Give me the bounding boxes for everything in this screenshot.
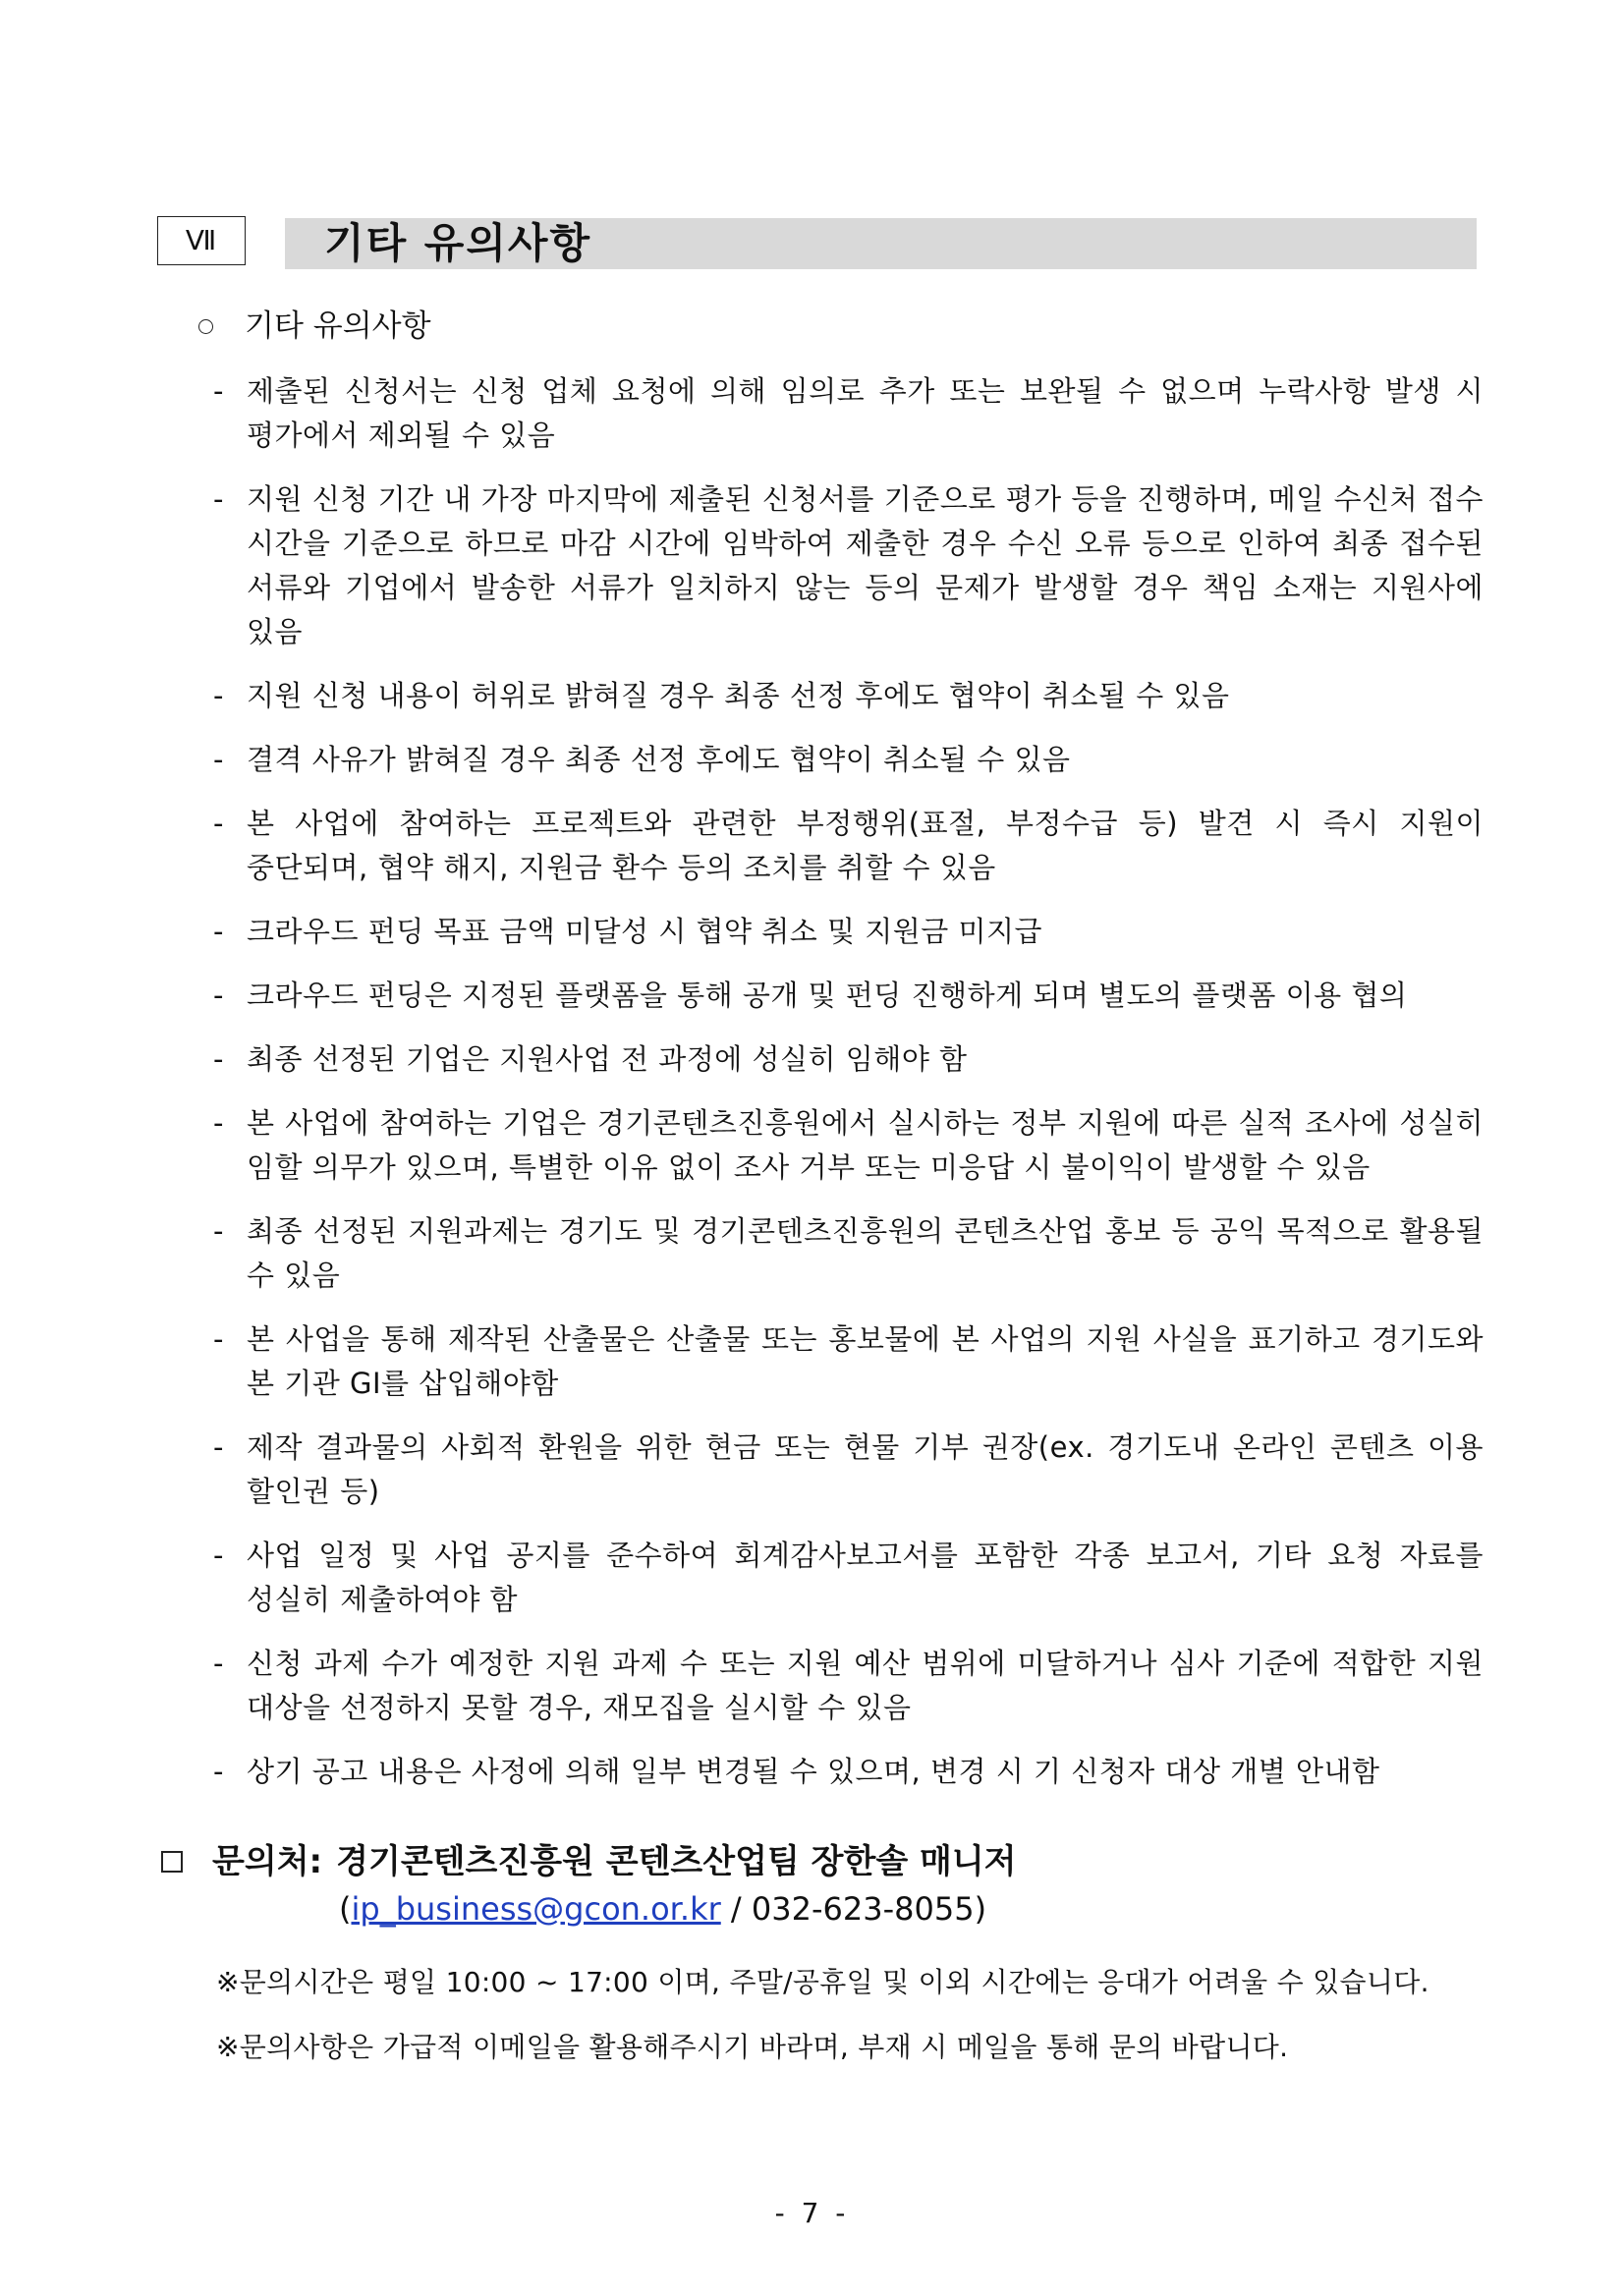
dash-bullet: - — [213, 1755, 224, 1788]
list-item-text: 본 사업에 참여하는 기업은 경기콘텐츠진흥원에서 실시하는 정부 지원에 따른 실적 조사에 성실히 임할 의무가 있으며, 특별한 이유 없이 조사 거부 또는 미응답 시 불이익이 발생할 수 있음 — [247, 1106, 1484, 1184]
contact-email-link[interactable]: ip_business@gcon.or.kr — [351, 1890, 721, 1928]
contact-line — [157, 1839, 1477, 1884]
contact-org: 경기콘텐츠진흥원 콘텐츠산업팀 장한솔 매니저 — [336, 1842, 1017, 1881]
page-number: - 7 - — [774, 2197, 850, 2229]
list-item — [211, 1750, 1484, 1794]
list-item — [211, 1101, 1484, 1190]
dash-bullet: - — [213, 1647, 224, 1680]
list-item — [211, 974, 1484, 1018]
list-item — [211, 1317, 1484, 1406]
list-item — [211, 477, 1484, 654]
dash-bullet: - — [213, 1430, 224, 1464]
paren-open: ( — [339, 1890, 352, 1928]
notes — [216, 1960, 1484, 2090]
list-item — [211, 1642, 1484, 1730]
list-item-text: 지원 신청 내용이 허위로 밝혀질 경우 최종 선정 후에도 협약이 취소될 수 있음 — [247, 679, 1230, 712]
sub-heading — [193, 307, 431, 346]
section-header — [157, 216, 1477, 269]
dash-bullet: - — [213, 743, 224, 776]
dash-bullet: - — [213, 1042, 224, 1076]
dash-bullet: - — [213, 679, 224, 712]
list-item-text: 크라우드 펀딩은 지정된 플랫폼을 통해 공개 및 펀딩 진행하게 되며 별도의 플랫폼 이용 협의 — [247, 979, 1408, 1012]
dash-bullet: - — [213, 1214, 224, 1248]
list-item-text: 최종 선정된 기업은 지원사업 전 과정에 성실히 임해야 함 — [247, 1042, 968, 1076]
dash-bullet: - — [213, 1322, 224, 1356]
list-item — [211, 674, 1484, 718]
dash-bullet: - — [213, 1106, 224, 1140]
list-item — [211, 1426, 1484, 1514]
list-item-text: 상기 공고 내용은 사정에 의해 일부 변경될 수 있으며, 변경 시 기 신청자 대상 개별 안내함 — [247, 1755, 1380, 1788]
list-item-text: 제출된 신청서는 신청 업체 요청에 의해 임의로 추가 또는 보완될 수 없으며 누락사항 발생 시 평가에서 제외될 수 있음 — [247, 374, 1484, 452]
contact-label: 문의처: — [212, 1842, 323, 1881]
list-item-text: 최종 선정된 지원과제는 경기도 및 경기콘텐츠진흥원의 콘텐츠산업 홍보 등 공익 목적으로 활용될 수 있음 — [247, 1214, 1484, 1292]
list-item-text: 본 사업에 참여하는 프로젝트와 관련한 부정행위(표절, 부정수급 등) 발견 시 즉시 지원이 중단되며, 협약 해지, 지원금 환수 등의 조치를 취할 수 있음 — [247, 807, 1484, 884]
list-item — [211, 1534, 1484, 1622]
section-title-bar — [285, 218, 1477, 269]
list-item-text: 사업 일정 및 사업 공지를 준수하여 회계감사보고서를 포함한 각종 보고서, 기타 요청 자료를 성실히 제출하여야 함 — [247, 1539, 1484, 1616]
list-item — [211, 738, 1484, 782]
contact-separator: / — [720, 1890, 752, 1928]
section-title: 기타 유의사항 — [324, 219, 592, 267]
note-email: ※문의사항은 가급적 이메일을 활용해주시기 바라며, 부재 시 메일을 통해 문의 바랍니다. — [216, 2031, 1289, 2063]
list-item — [211, 369, 1484, 458]
circle-bullet-icon — [198, 319, 213, 334]
list-item-text: 지원 신청 기간 내 가장 마지막에 제출된 신청서를 기준으로 평가 등을 진행하며, 메일 수신처 접수 시간을 기준으로 하므로 마감 시간에 임박하여 제출한 경우 수신 오류 등으로 인하여 최종 접수된 서류와 기업에서 발송한 서류가 일치하지 않는 등의 문제가 발생할 경우 책임 소재는 지원사에 있음 — [247, 482, 1484, 648]
contact-detail — [339, 1884, 1477, 1933]
section-number: Ⅶ — [157, 216, 246, 265]
note-hours: ※문의시간은 평일 10:00 ~ 17:00 이며, 주말/공휴일 및 이외 시간에는 응대가 어려울 수 있습니다. — [216, 1966, 1429, 1998]
list-item — [211, 1209, 1484, 1298]
list-item-text: 신청 과제 수가 예정한 지원 과제 수 또는 지원 예산 범위에 미달하거나 심사 기준에 적합한 지원 대상을 선정하지 못할 경우, 재모집을 실시할 수 있음 — [247, 1647, 1484, 1724]
dash-bullet: - — [213, 374, 224, 408]
contact-phone: 032-623-8055 — [751, 1890, 975, 1928]
notice-list — [211, 369, 1484, 1814]
list-item-text: 본 사업을 통해 제작된 산출물은 산출물 또는 홍보물에 본 사업의 지원 사실을 표기하고 경기도와 본 기관 GI를 삽입해야함 — [247, 1322, 1484, 1400]
list-item — [211, 910, 1484, 954]
paren-close: ) — [974, 1890, 987, 1928]
dash-bullet: - — [213, 482, 224, 516]
list-item — [211, 802, 1484, 890]
sub-heading-text: 기타 유의사항 — [245, 308, 431, 344]
contact-section — [157, 1839, 1477, 1933]
dash-bullet: - — [213, 915, 224, 948]
square-bullet-icon — [161, 1851, 183, 1873]
list-item-text: 결격 사유가 밝혀질 경우 최종 선정 후에도 협약이 취소될 수 있음 — [247, 743, 1071, 776]
dash-bullet: - — [213, 979, 224, 1012]
list-item — [211, 1037, 1484, 1082]
list-item-text: 제작 결과물의 사회적 환원을 위한 현금 또는 현물 기부 권장(ex. 경기도내 온라인 콘텐츠 이용 할인권 등) — [247, 1430, 1484, 1508]
list-item-text: 크라우드 펀딩 목표 금액 미달성 시 협약 취소 및 지원금 미지급 — [247, 915, 1043, 948]
dash-bullet: - — [213, 1539, 224, 1572]
dash-bullet: - — [213, 807, 224, 840]
